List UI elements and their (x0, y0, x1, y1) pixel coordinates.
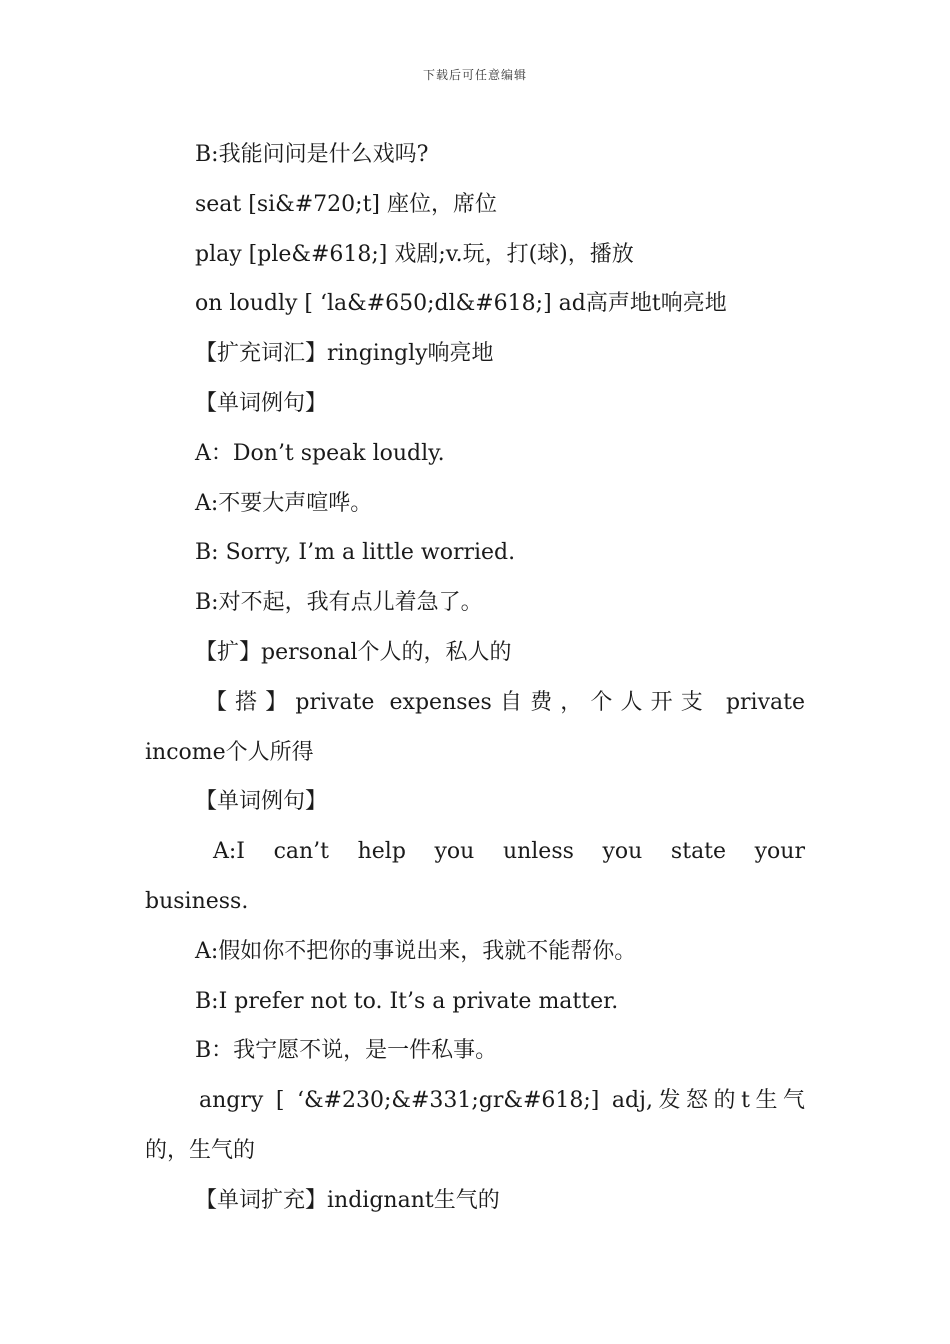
text-line: 【单词扩充】indignant生气的 (195, 1187, 500, 1213)
text-line: B: Sorry, I’m a little worried. (195, 540, 516, 566)
text-line: seat [si&#720;t] 座位，席位 (195, 191, 498, 217)
text-line: income个人所得 (145, 739, 314, 765)
text-line: A:不要大声喧哗。 (195, 490, 373, 516)
text-line: 【扩】personal个人的，私人的 (195, 639, 512, 665)
text-line: 【单词例句】 (195, 390, 328, 416)
text-line: 的，生气的 (145, 1137, 256, 1163)
text-line: A:假如你不把你的事说出来，我就不能帮你。 (195, 938, 637, 964)
text-line: A：Don’t speak loudly. (195, 440, 445, 466)
text-line: 【扩充词汇】ringingly响亮地 (195, 341, 494, 367)
text-line: B:我能问问是什么戏吗? (195, 142, 429, 167)
text-line: play [ple&#618;] 戏剧;v.玩，打(球)，播放 (195, 241, 634, 267)
text-line: angry [ ‘&#230;&#331;gr&#618;] adj,发怒的t生气 (199, 1088, 805, 1114)
text-line: 【搭】private expenses自费，个人开支 private (205, 689, 805, 715)
text-line: on loudly [ ‘la&#650;dl&#618;] ad高声地t响亮地 (195, 291, 727, 317)
text-line: A:I can’t help you unless you state your (213, 839, 805, 865)
text-line: 【单词例句】 (195, 789, 328, 815)
document-body (145, 130, 805, 1226)
text-line: B：我宁愿不说，是一件私事。 (195, 1038, 498, 1064)
text-line: business. (145, 888, 249, 914)
text-line: B:对不起，我有点儿着急了。 (195, 590, 483, 616)
text-line: B:I prefer not to. It’s a private matter. (195, 988, 619, 1014)
page-header: 下载后可任意编辑 (422, 68, 527, 82)
